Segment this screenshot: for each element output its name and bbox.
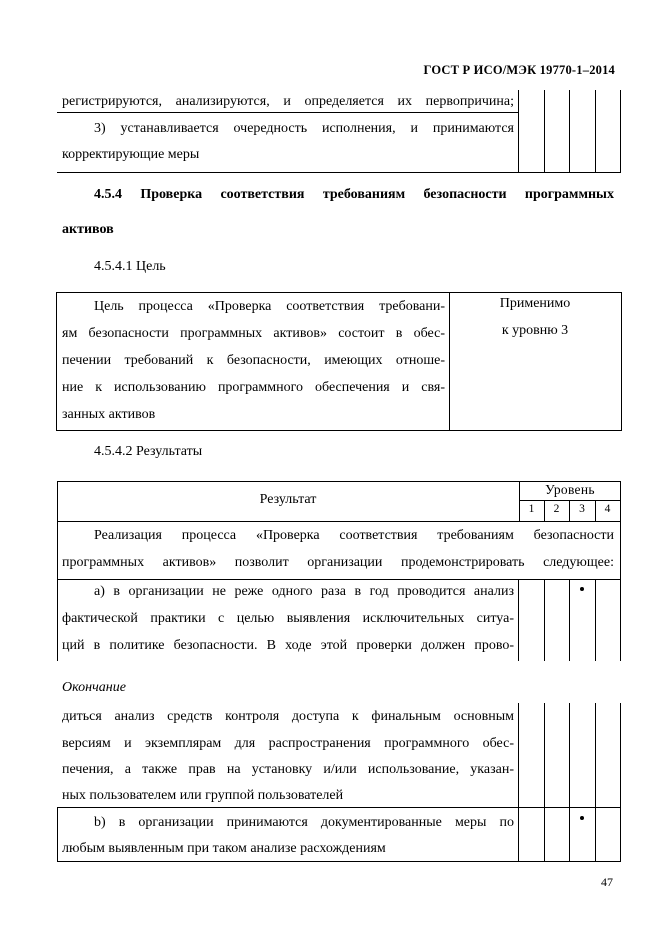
table-border [518,579,519,661]
table-border [595,703,596,862]
text-line: b) в организации принимаются документированные меры по [94,815,514,830]
text-line: Реализация процесса «Проверка соответствия требованиям безопасности [94,528,614,543]
table-border [57,481,58,661]
table-border [620,481,621,661]
table-border [57,521,621,522]
text-line: ций в политике безопасности. В ходе этой проверки должен прово- [62,638,514,653]
level-3-header: 3 [579,503,585,515]
text-line: регистрируются, анализируются, и определяется их первопричина; [62,94,514,109]
section-heading: 4.5.4 Проверка соответствия требованиям безопасности программных [94,187,614,202]
table-border [569,90,570,173]
table-border [518,703,519,862]
table-border [519,500,621,501]
continuation-label: Окончание [62,680,126,695]
level-1-header: 1 [528,503,535,515]
text-line: ных пользователем или группой пользователей [62,788,344,803]
level-2-header: 2 [553,503,560,515]
table-border [57,172,621,173]
table-border [569,579,570,661]
level-3-marker [580,816,584,820]
text-line: корректирующие меры [62,147,200,162]
table-border [569,703,570,862]
text-line: фактической практики с целью выявления исключительных ситуа- [62,611,514,626]
table-border [595,90,596,173]
level-3-marker [580,587,584,591]
column-header-level: Уровень [545,482,595,497]
table-border [620,90,621,173]
table-border [57,861,621,862]
text-line: 3) устанавливается очередность исполнения, и принимаются [94,121,514,136]
document-header: ГОСТ Р ИСО/МЭК 19770-1–2014 [423,63,615,77]
text-line: диться анализ средств контроля доступа к финальным основным [62,709,514,724]
text-line: печения, а также прав на установку и/или использование, указан- [62,762,514,777]
table-border [544,90,545,173]
level-4-header: 4 [604,503,611,515]
section-heading-cont: активов [62,222,114,237]
text-line: занных активов [62,407,156,422]
table-border [595,579,596,661]
text-line: Цель процесса «Проверка соответствия требовани- [94,299,445,314]
text-line: a) в организации не реже одного раза в год проводится анализ [94,584,514,599]
text-line: печении требований к безопасности, имеющих отноше- [62,353,445,368]
table-border [518,90,519,173]
text-line: любым выявленным при таком анализе расхождениям [62,841,386,856]
text-line: ям безопасности программных активов» состоит в обес- [62,326,445,341]
table-border [57,808,58,862]
text-line: программных активов» позволит организации продемонстрировать следующее: [62,555,614,570]
page-number: 47 [601,875,613,889]
table-border [449,292,450,431]
text-line: ние к использованию программного обеспечения и свя- [62,380,445,395]
subsection-goal-label: 4.5.4.1 Цель [94,259,166,274]
table-border [620,703,621,862]
text-line: версиям и экземплярам для распространения программного обес- [62,736,514,751]
table-border [544,579,545,661]
column-header-result: Результат [259,492,317,507]
subsection-results-label: 4.5.4.2 Результаты [94,444,203,459]
applicability-text: Применимо [499,296,571,311]
table-border [544,703,545,862]
applicability-level: к уровню 3 [501,323,569,338]
